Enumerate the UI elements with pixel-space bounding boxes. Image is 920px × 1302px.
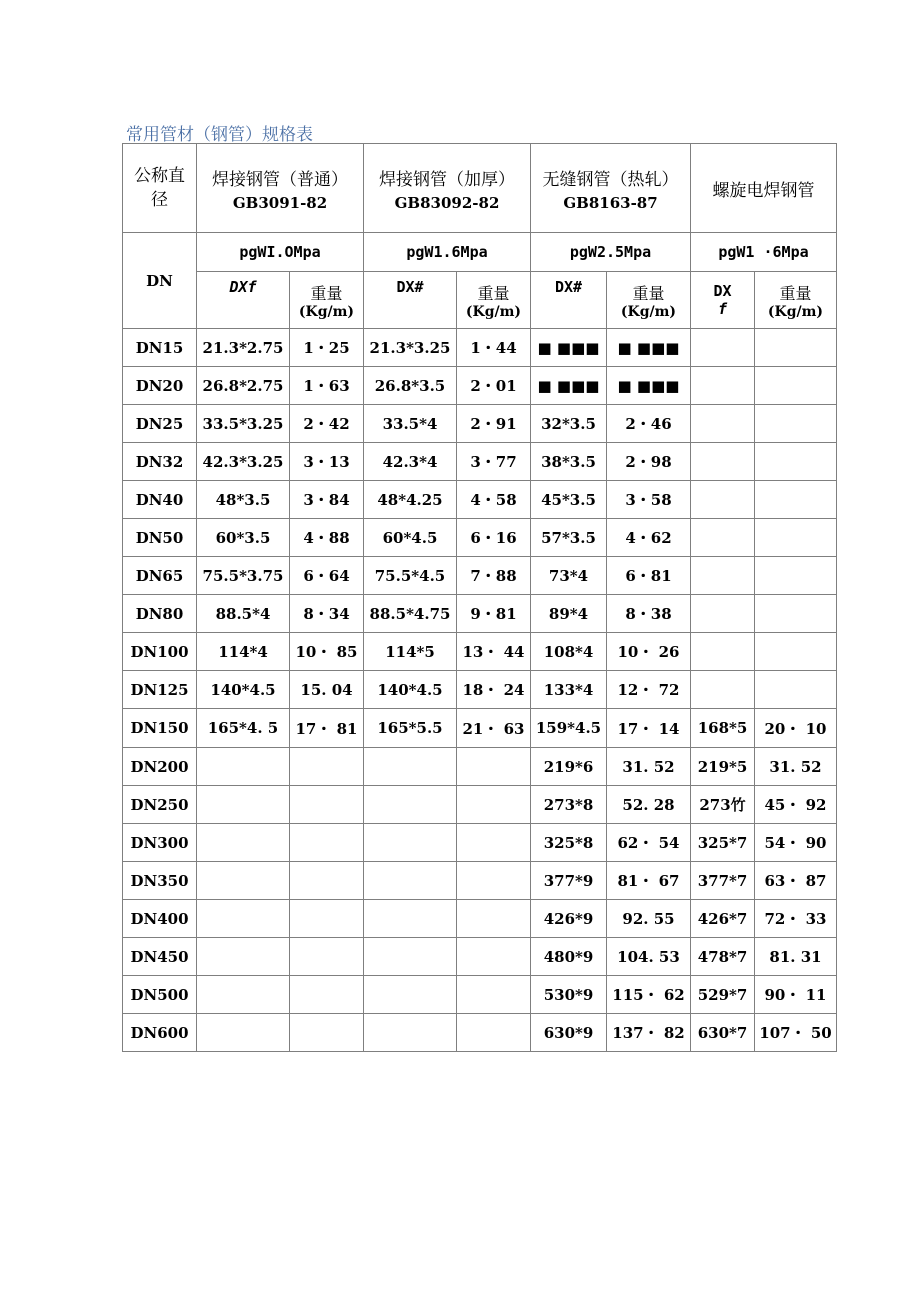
table-cell: 73*4 (531, 557, 607, 595)
table-cell (364, 1014, 457, 1052)
table-cell (755, 633, 837, 671)
table-row (123, 976, 837, 1014)
table-row (123, 519, 837, 557)
table-cell (364, 938, 457, 976)
table-cell (457, 938, 531, 976)
table-cell (197, 1014, 290, 1052)
table-cell (197, 938, 290, 976)
table-cell: 57*3.5 (531, 519, 607, 557)
row-dn-cell: DN300 (123, 824, 197, 862)
table-cell: 8・38 (607, 595, 691, 633)
table-cell (290, 748, 364, 786)
table-cell: 3・77 (457, 443, 531, 481)
row-dn-cell: DN32 (123, 443, 197, 481)
row-dn-cell: DN65 (123, 557, 197, 595)
table-cell: 88.5*4.75 (364, 595, 457, 633)
table-cell: ■ ■■■ (607, 367, 691, 405)
pipe-spec-table (122, 143, 837, 1052)
table-cell (364, 824, 457, 862)
table-cell (364, 976, 457, 1014)
table-cell: 273*8 (531, 786, 607, 824)
table-cell: 4・88 (290, 519, 364, 557)
table-cell: 8・34 (290, 595, 364, 633)
table-cell (457, 862, 531, 900)
table-cell: ■ ■■■ (531, 367, 607, 405)
row-dn-cell: DN20 (123, 367, 197, 405)
pressure-group-2: pgW1.6Mpa (364, 233, 531, 272)
table-cell: 54・ 90 (755, 824, 837, 862)
table-cell (197, 976, 290, 1014)
weight-label-1: 重量 (Kg/m) (290, 272, 364, 329)
size-label-1: DXf (197, 272, 290, 329)
table-cell: 62・ 54 (607, 824, 691, 862)
table-cell (755, 519, 837, 557)
row-dn-cell: DN400 (123, 900, 197, 938)
table-cell: 75.5*4.5 (364, 557, 457, 595)
table-cell (457, 1014, 531, 1052)
row-dn-cell: DN125 (123, 671, 197, 709)
table-cell: 3・58 (607, 481, 691, 519)
table-cell: 165*4. 5 (197, 709, 290, 748)
table-cell: 26.8*2.75 (197, 367, 290, 405)
table-cell (755, 367, 837, 405)
table-cell: 42.3*4 (364, 443, 457, 481)
table-cell: 140*4.5 (197, 671, 290, 709)
table-cell: 2・42 (290, 405, 364, 443)
weight-label-2: 重量 (Kg/m) (457, 272, 531, 329)
table-cell: 92. 55 (607, 900, 691, 938)
table-cell (290, 1014, 364, 1052)
table-cell (755, 405, 837, 443)
header-dn: DN (123, 233, 197, 329)
table-cell (197, 824, 290, 862)
table-cell (755, 557, 837, 595)
table-cell (364, 748, 457, 786)
row-dn-cell: DN40 (123, 481, 197, 519)
table-cell: 168*5 (691, 709, 755, 748)
table-cell (691, 367, 755, 405)
table-cell (290, 900, 364, 938)
table-cell (364, 900, 457, 938)
table-cell (457, 824, 531, 862)
table-cell: 20・ 10 (755, 709, 837, 748)
table-cell: 2・46 (607, 405, 691, 443)
table-cell: 21.3*2.75 (197, 329, 290, 367)
row-dn-cell: DN80 (123, 595, 197, 633)
table-cell (691, 595, 755, 633)
table-cell: 6・16 (457, 519, 531, 557)
header-group-1: 焊接钢管（普通） GB3091-82 (197, 144, 364, 233)
table-cell: 17・ 81 (290, 709, 364, 748)
table-cell: 114*4 (197, 633, 290, 671)
row-dn-cell: DN100 (123, 633, 197, 671)
table-cell: 33.5*3.25 (197, 405, 290, 443)
table-cell: 137・ 82 (607, 1014, 691, 1052)
table-cell: 90・ 11 (755, 976, 837, 1014)
table-cell: 377*7 (691, 862, 755, 900)
table-cell: 48*3.5 (197, 481, 290, 519)
table-cell: 6・64 (290, 557, 364, 595)
table-row (123, 900, 837, 938)
table-row (123, 862, 837, 900)
header-nominal-diameter: 公称直径 (123, 144, 197, 233)
row-dn-cell: DN15 (123, 329, 197, 367)
table-cell: 10・ 85 (290, 633, 364, 671)
table-cell: 26.8*3.5 (364, 367, 457, 405)
table-cell: 273竹 (691, 786, 755, 824)
table-cell: 9・81 (457, 595, 531, 633)
table-cell: 12・ 72 (607, 671, 691, 709)
table-cell (755, 481, 837, 519)
table-cell: ■ ■■■ (607, 329, 691, 367)
weight-label-3: 重量 (Kg/m) (607, 272, 691, 329)
header-group-2: 焊接钢管（加厚） GB83092-82 (364, 144, 531, 233)
table-cell: 104. 53 (607, 938, 691, 976)
table-cell (197, 900, 290, 938)
table-cell: 48*4.25 (364, 481, 457, 519)
row-dn-cell: DN250 (123, 786, 197, 824)
table-row (123, 329, 837, 367)
row-dn-cell: DN600 (123, 1014, 197, 1052)
table-cell: 1・44 (457, 329, 531, 367)
table-cell: 1・63 (290, 367, 364, 405)
row-dn-cell: DN50 (123, 519, 197, 557)
table-cell: 21・ 63 (457, 709, 531, 748)
table-row (123, 405, 837, 443)
table-cell: 45*3.5 (531, 481, 607, 519)
table-cell (755, 671, 837, 709)
table-cell: 115・ 62 (607, 976, 691, 1014)
table-cell: 219*5 (691, 748, 755, 786)
table-cell: 63・ 87 (755, 862, 837, 900)
table-row (123, 671, 837, 709)
table-cell (755, 595, 837, 633)
table-cell: 530*9 (531, 976, 607, 1014)
table-cell (364, 786, 457, 824)
header-group-4: 螺旋电焊钢管 (691, 144, 837, 233)
table-cell: 81. 31 (755, 938, 837, 976)
table-cell: 107・ 50 (755, 1014, 837, 1052)
table-cell (290, 976, 364, 1014)
table-cell (755, 443, 837, 481)
table-row (123, 443, 837, 481)
table-row (123, 481, 837, 519)
table-cell: 1・25 (290, 329, 364, 367)
table-cell (290, 786, 364, 824)
table-row (123, 633, 837, 671)
table-cell: 426*9 (531, 900, 607, 938)
table-cell: 165*5.5 (364, 709, 457, 748)
table-cell: 377*9 (531, 862, 607, 900)
table-cell: 6・81 (607, 557, 691, 595)
table-cell: 42.3*3.25 (197, 443, 290, 481)
table-cell: 630*9 (531, 1014, 607, 1052)
table-cell: 89*4 (531, 595, 607, 633)
table-body (123, 329, 837, 1052)
table-cell: 31. 52 (607, 748, 691, 786)
table-row (123, 824, 837, 862)
table-cell: 2・98 (607, 443, 691, 481)
table-cell: 15. 04 (290, 671, 364, 709)
row-dn-cell: DN450 (123, 938, 197, 976)
table-row (123, 1014, 837, 1052)
table-cell: 13・ 44 (457, 633, 531, 671)
table-cell: 45・ 92 (755, 786, 837, 824)
pressure-group-3: pgW2.5Mpa (531, 233, 691, 272)
table-cell: 10・ 26 (607, 633, 691, 671)
table-cell (290, 938, 364, 976)
table-cell: 7・88 (457, 557, 531, 595)
table-cell (691, 405, 755, 443)
table-cell: 2・01 (457, 367, 531, 405)
table-cell (457, 786, 531, 824)
table-cell: 88.5*4 (197, 595, 290, 633)
size-label-4: DX f (691, 272, 755, 329)
table-cell: 75.5*3.75 (197, 557, 290, 595)
table-cell: 32*3.5 (531, 405, 607, 443)
table-cell (691, 443, 755, 481)
table-cell (290, 862, 364, 900)
table-row (123, 557, 837, 595)
table-row (123, 786, 837, 824)
table-cell: 60*3.5 (197, 519, 290, 557)
table-cell: 133*4 (531, 671, 607, 709)
table-cell: 114*5 (364, 633, 457, 671)
page-title: 常用管材（钢管）规格表 (126, 125, 313, 145)
table-cell: 108*4 (531, 633, 607, 671)
table-cell (457, 900, 531, 938)
table-cell: 630*7 (691, 1014, 755, 1052)
header-group-3: 无缝钢管（热轧） GB8163-87 (531, 144, 691, 233)
table-cell (197, 786, 290, 824)
table-cell: 480*9 (531, 938, 607, 976)
pressure-group-1: pgWI.OMpa (197, 233, 364, 272)
table-cell: 4・62 (607, 519, 691, 557)
pressure-group-4: pgW1 ·6Mpa (691, 233, 837, 272)
table-cell (290, 824, 364, 862)
table-cell: 3・13 (290, 443, 364, 481)
row-dn-cell: DN150 (123, 709, 197, 748)
size-label-2: DX# (364, 272, 457, 329)
table-cell: 33.5*4 (364, 405, 457, 443)
table-cell: 2・91 (457, 405, 531, 443)
row-dn-cell: DN350 (123, 862, 197, 900)
table-cell: 4・58 (457, 481, 531, 519)
row-dn-cell: DN500 (123, 976, 197, 1014)
table-cell: 60*4.5 (364, 519, 457, 557)
table-cell: 17・ 14 (607, 709, 691, 748)
table-cell: 325*7 (691, 824, 755, 862)
table-cell: ■ ■■■ (531, 329, 607, 367)
table-row (123, 367, 837, 405)
table-cell: 426*7 (691, 900, 755, 938)
table-cell (691, 633, 755, 671)
table-cell: 159*4.5 (531, 709, 607, 748)
table-cell (364, 862, 457, 900)
table-cell: 219*6 (531, 748, 607, 786)
table-row (123, 938, 837, 976)
table-cell (197, 862, 290, 900)
row-dn-cell: DN200 (123, 748, 197, 786)
table-cell (691, 481, 755, 519)
table-cell (755, 329, 837, 367)
table-cell: 52. 28 (607, 786, 691, 824)
table-cell: 3・84 (290, 481, 364, 519)
size-label-3: DX# (531, 272, 607, 329)
table-cell (197, 748, 290, 786)
row-dn-cell: DN25 (123, 405, 197, 443)
table-row (123, 595, 837, 633)
table-cell: 81・ 67 (607, 862, 691, 900)
table-cell (691, 557, 755, 595)
table-cell: 31. 52 (755, 748, 837, 786)
table-cell (691, 671, 755, 709)
table-cell (691, 519, 755, 557)
table-cell: 18・ 24 (457, 671, 531, 709)
table-cell: 21.3*3.25 (364, 329, 457, 367)
table-cell: 72・ 33 (755, 900, 837, 938)
table-cell (457, 748, 531, 786)
table-cell: 478*7 (691, 938, 755, 976)
table-cell: 38*3.5 (531, 443, 607, 481)
table-cell (457, 976, 531, 1014)
table-cell (691, 329, 755, 367)
table-cell: 529*7 (691, 976, 755, 1014)
table-cell: 325*8 (531, 824, 607, 862)
weight-label-4: 重量 (Kg/m) (755, 272, 837, 329)
table-cell: 140*4.5 (364, 671, 457, 709)
table-row (123, 709, 837, 748)
table-row (123, 748, 837, 786)
